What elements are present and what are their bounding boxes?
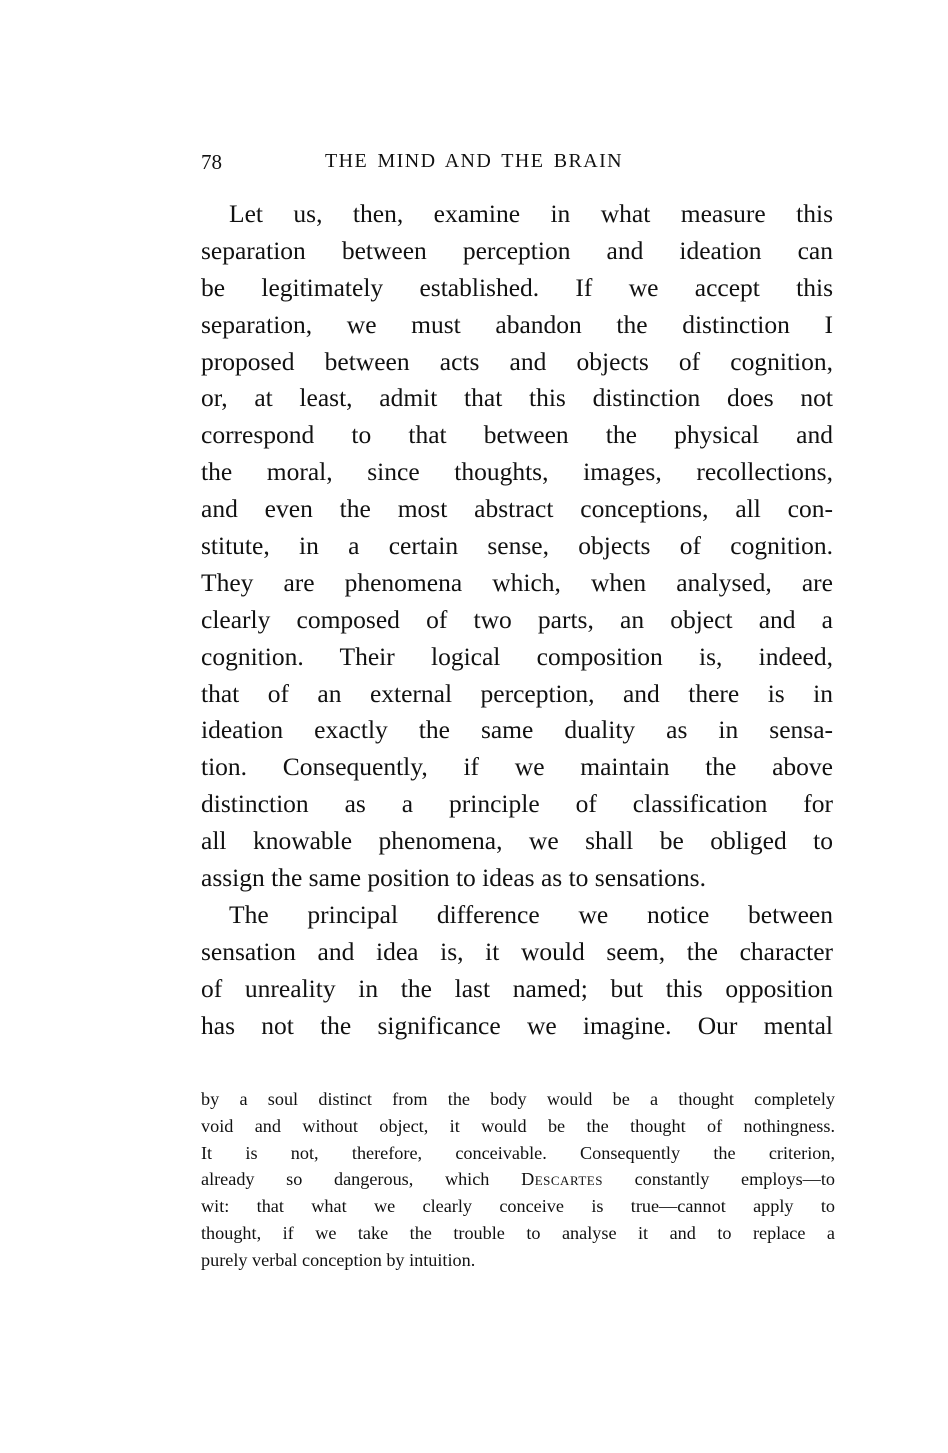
text-line: separation between perception and ideation can bbox=[201, 235, 833, 265]
paragraph bbox=[201, 196, 833, 897]
running-title: THE MIND AND THE BRAIN bbox=[325, 150, 623, 172]
footnote-line bbox=[201, 1166, 835, 1193]
text-line: They are phenomena which, when analysed, are bbox=[201, 567, 833, 597]
text-line: ideation exactly the same duality as in sensa- bbox=[201, 715, 833, 745]
footnote-line: wit: that what we clearly conceive is true—cannot apply to bbox=[201, 1196, 835, 1217]
text-line: sensation and idea is, it would seem, the character bbox=[201, 936, 833, 966]
text-line: stitute, in a certain sense, objects of cognition. bbox=[201, 531, 833, 561]
author-name: Descartes bbox=[521, 1169, 603, 1190]
text-line: and even the most abstract conceptions, all con- bbox=[201, 494, 833, 524]
text-line: The principal difference we notice between bbox=[229, 899, 833, 929]
text-line: assign the same position to ideas as to sensations. bbox=[201, 863, 706, 893]
footnote-line: thought, if we take the trouble to analyse it and to replace a bbox=[201, 1222, 835, 1243]
text-line: separation, we must abandon the distinction I bbox=[201, 309, 833, 339]
text-line: Let us, then, examine in what measure this bbox=[229, 199, 833, 228]
footnote bbox=[201, 1086, 835, 1274]
text-line: be legitimately established. If we accept this bbox=[201, 272, 833, 302]
running-head bbox=[201, 146, 833, 180]
footnote-line: by a soul distinct from the body would be a thought completely bbox=[201, 1089, 835, 1109]
text-line: correspond to that between the physical and bbox=[201, 420, 833, 450]
text-line: all knowable phenomena, we shall be obliged to bbox=[201, 826, 833, 856]
footnote-line: It is not, therefore, conceivable. Consequently the criterion, bbox=[201, 1142, 835, 1163]
text-line: clearly composed of two parts, an object and a bbox=[201, 604, 833, 634]
body-text bbox=[201, 196, 833, 1044]
text-line: that of an external perception, and there is in bbox=[201, 678, 833, 708]
text-line: has not the significance we imagine. Our mental bbox=[201, 1010, 833, 1040]
page-number: 78 bbox=[201, 150, 222, 174]
text-line: or, at least, admit that this distinction does not bbox=[201, 383, 833, 413]
text-line: tion. Consequently, if we maintain the above bbox=[201, 752, 833, 782]
footnote-line: void and without object, it would be the thought of nothingness. bbox=[201, 1115, 835, 1136]
text-line: the moral, since thoughts, images, recollections, bbox=[201, 457, 833, 487]
text-line: cognition. Their logical composition is, indeed, bbox=[201, 641, 833, 671]
footnote-text: constantly employs—to bbox=[602, 1169, 835, 1190]
paragraph bbox=[201, 897, 833, 1045]
text-line: distinction as a principle of classification for bbox=[201, 789, 833, 819]
footnote-text: already so dangerous, which bbox=[201, 1169, 522, 1190]
text-line: proposed between acts and objects of cognition, bbox=[201, 346, 833, 376]
footnote-line: purely verbal conception by intuition. bbox=[201, 1249, 476, 1270]
text-line: of unreality in the last named; but this opposition bbox=[201, 973, 833, 1003]
